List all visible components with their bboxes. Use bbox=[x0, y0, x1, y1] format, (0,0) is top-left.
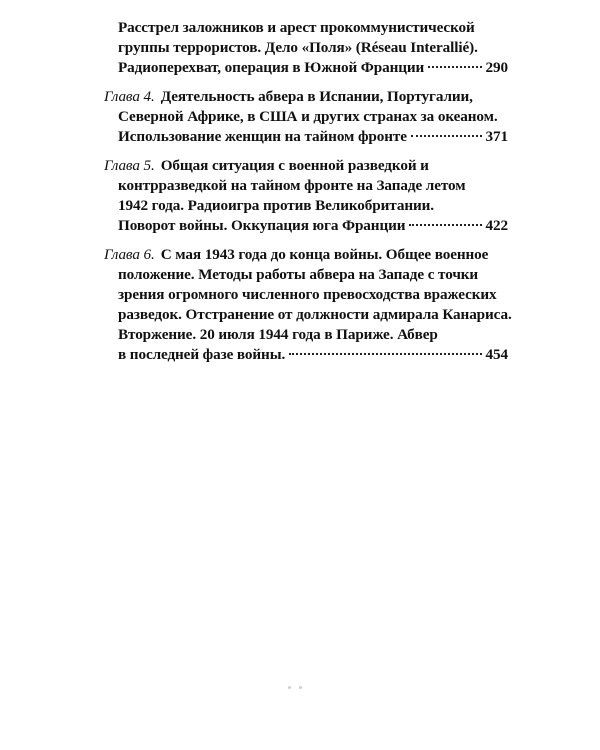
toc-line-text: Поворот войны. Оккупация юга Франции bbox=[118, 217, 406, 234]
dot-leader bbox=[409, 224, 481, 226]
toc-line bbox=[104, 18, 508, 38]
toc-line bbox=[104, 265, 508, 285]
dot-leader bbox=[428, 66, 481, 68]
toc-entry bbox=[104, 245, 512, 365]
toc-page-number: 290 bbox=[485, 59, 508, 76]
toc-line-text: зрения огромного численного превосходства вражеских bbox=[118, 286, 497, 303]
toc-line-text: Общая ситуация с военной разведкой и bbox=[160, 157, 429, 174]
toc-line-text: контрразведкой на тайном фронте на Западе летом bbox=[118, 177, 466, 194]
toc-line bbox=[104, 38, 508, 58]
toc-line bbox=[104, 216, 508, 236]
toc-line bbox=[104, 305, 512, 325]
toc-line bbox=[104, 345, 508, 365]
chapter-label: Глава 5. bbox=[104, 157, 155, 174]
toc-page-number: 422 bbox=[485, 217, 508, 234]
toc-line-text: 1942 года. Радиоигра против Великобритании. bbox=[118, 197, 434, 214]
toc-line bbox=[104, 176, 508, 196]
toc-line-text: Вторжение. 20 июля 1944 года в Париже. Абвер bbox=[118, 326, 438, 343]
toc-line bbox=[104, 87, 508, 107]
speck-dot bbox=[288, 686, 291, 689]
dot-leader bbox=[289, 353, 481, 355]
toc-entry bbox=[104, 156, 508, 236]
toc-line bbox=[104, 107, 508, 127]
dot-leader bbox=[411, 135, 482, 137]
toc-line-text: в последней фазе войны. bbox=[118, 346, 286, 363]
toc-entry bbox=[104, 87, 508, 147]
toc-line-text: Использование женщин на тайном фронте bbox=[118, 128, 407, 145]
scan-speck bbox=[288, 686, 302, 690]
toc-line-text: С мая 1943 года до конца войны. Общее военное bbox=[160, 246, 489, 263]
chapter-label: Глава 4. bbox=[104, 88, 155, 105]
speck-dot bbox=[299, 686, 302, 689]
toc-line-text: Северной Африке, в США и других странах за океаном. bbox=[118, 108, 498, 125]
toc-line-text: Расстрел заложников и арест прокоммунистической bbox=[118, 19, 475, 36]
toc-line bbox=[104, 156, 508, 176]
toc-page-number: 454 bbox=[485, 346, 508, 363]
toc-line bbox=[104, 58, 508, 78]
toc-line-text: положение. Методы работы абвера на Западе с точки bbox=[118, 266, 479, 283]
toc-line bbox=[104, 245, 508, 265]
toc-page-number: 371 bbox=[485, 128, 508, 145]
toc-line-text: группы террористов. Дело «Поля» (Réseau Interallié). bbox=[118, 39, 478, 56]
toc-line-text: Деятельность абвера в Испании, Португалии, bbox=[160, 88, 473, 105]
toc-line bbox=[104, 127, 508, 147]
toc-line-text: Радиоперехват, операция в Южной Франции bbox=[118, 59, 425, 76]
chapter-label: Глава 6. bbox=[104, 246, 155, 263]
toc-line bbox=[104, 196, 508, 216]
table-of-contents bbox=[104, 18, 512, 374]
toc-line-text: разведок. Отстранение от должности адмирала Канариса. bbox=[118, 306, 512, 323]
toc-line bbox=[104, 285, 508, 305]
toc-line bbox=[104, 325, 508, 345]
toc-entry bbox=[104, 18, 508, 78]
